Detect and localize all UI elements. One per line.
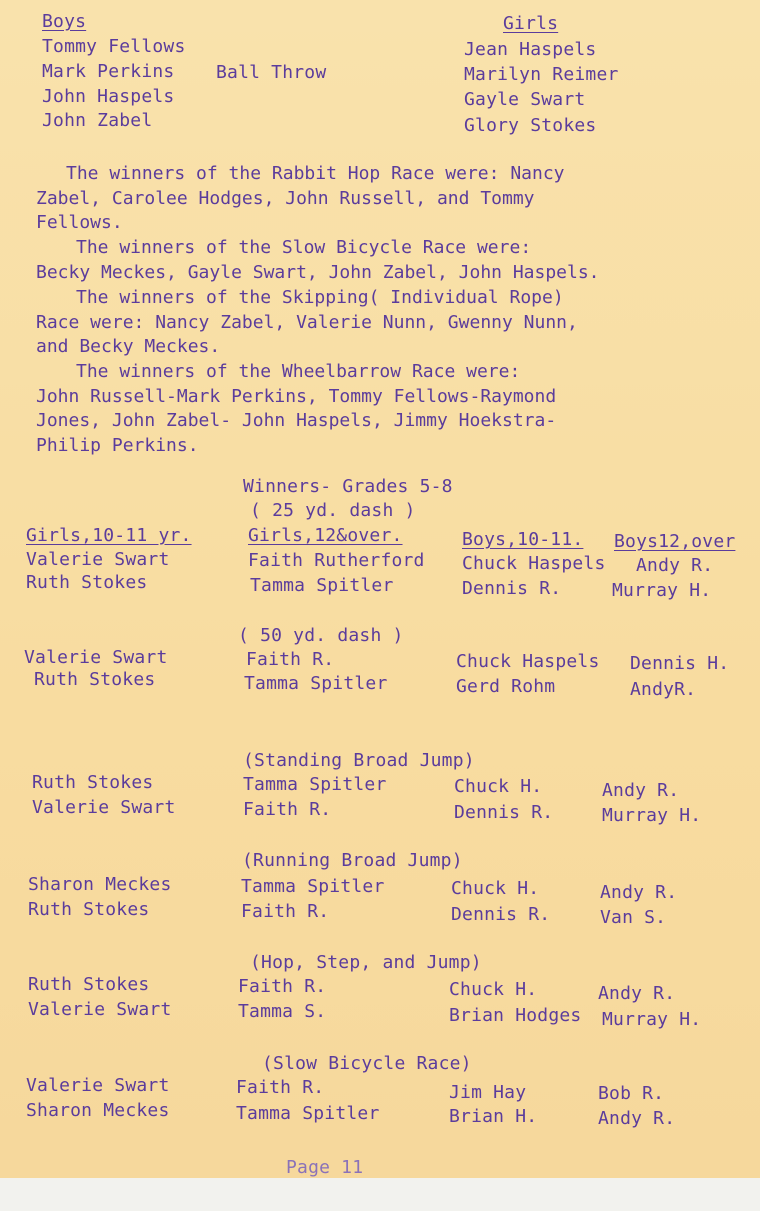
result-cell: Ruth Stokes bbox=[34, 669, 156, 690]
result-cell: Ruth Stokes bbox=[28, 899, 150, 920]
event-note: Ball Throw bbox=[216, 62, 327, 83]
scan-margin bbox=[0, 1178, 760, 1211]
result-cell: Valerie Swart bbox=[32, 797, 176, 818]
result-cell: Chuck H. bbox=[451, 878, 540, 899]
result-cell: Valerie Swart bbox=[28, 999, 172, 1020]
paragraph-line: The winners of the Rabbit Hop Race were: Nancy bbox=[66, 163, 565, 184]
result-cell: AndyR. bbox=[630, 679, 697, 700]
paragraph-line: Race were: Nancy Zabel, Valerie Nunn, Gwenny Nunn, bbox=[36, 311, 578, 333]
result-cell: Dennis R. bbox=[451, 904, 551, 925]
result-cell: Valerie Swart bbox=[26, 549, 170, 570]
result-cell: Valerie Swart bbox=[24, 647, 168, 668]
girls-list-item: Jean Haspels bbox=[464, 39, 597, 60]
result-cell: Faith R. bbox=[236, 1077, 325, 1098]
result-cell: Ruth Stokes bbox=[32, 772, 154, 793]
result-cell: Sharon Meckes bbox=[28, 874, 172, 895]
column-header-girls-10-11: Girls,10-11 yr. bbox=[26, 525, 192, 546]
paragraph-line: John Russell-Mark Perkins, Tommy Fellows-Raymond bbox=[36, 385, 557, 407]
paragraph-wheelbarrow bbox=[36, 360, 556, 458]
result-cell: Andy R. bbox=[598, 1108, 676, 1129]
result-cell: Dennis R. bbox=[462, 578, 562, 599]
girls-list-item: Marilyn Reimer bbox=[464, 64, 619, 85]
result-cell: Faith R. bbox=[243, 799, 332, 820]
result-cell: Van S. bbox=[600, 907, 667, 928]
boys-list-item: Mark Perkins bbox=[42, 61, 175, 82]
result-cell: Ruth Stokes bbox=[26, 572, 148, 593]
result-cell: Tamma Spitler bbox=[241, 876, 385, 897]
event-title: (Running Broad Jump) bbox=[242, 850, 463, 871]
result-cell: Tamma Spitler bbox=[244, 673, 388, 694]
column-header-boys-12-over: Boys12,over bbox=[614, 531, 736, 552]
result-cell: Tamma Spitler bbox=[250, 575, 394, 596]
result-cell: Murray H. bbox=[602, 805, 702, 826]
event-title: (Hop, Step, and Jump) bbox=[250, 952, 482, 973]
result-cell: Faith Rutherford bbox=[248, 550, 425, 571]
result-cell: Andy R. bbox=[598, 983, 676, 1004]
result-cell: Faith R. bbox=[246, 649, 335, 670]
winners-title: Winners- Grades 5-8 bbox=[243, 476, 453, 497]
result-cell: Valerie Swart bbox=[26, 1075, 170, 1096]
result-cell: Andy R. bbox=[636, 555, 714, 576]
result-cell: Tamma Spitler bbox=[236, 1103, 380, 1124]
result-cell: Chuck H. bbox=[449, 979, 538, 1000]
paragraph-line: Zabel, Carolee Hodges, John Russell, and Tommy bbox=[36, 187, 535, 209]
event-title: ( 25 yd. dash ) bbox=[250, 500, 416, 521]
event-title: ( 50 yd. dash ) bbox=[238, 625, 404, 646]
boys-list-item: John Zabel bbox=[42, 110, 153, 131]
boys-header: Boys bbox=[42, 11, 87, 32]
paragraph-line: Jones, John Zabel- John Haspels, Jimmy Hoekstra- bbox=[36, 410, 557, 431]
paragraph-line: Fellows. bbox=[36, 212, 123, 233]
paragraph-line: The winners of the Slow Bicycle Race were: bbox=[76, 237, 532, 258]
result-cell: Andy R. bbox=[602, 780, 680, 801]
paragraph-line: Philip Perkins. bbox=[36, 434, 199, 456]
result-cell: Gerd Rohm bbox=[456, 676, 556, 697]
column-header-boys-10-11: Boys,10-11. bbox=[462, 529, 584, 550]
event-title: (Standing Broad Jump) bbox=[243, 750, 475, 771]
result-cell: Tamma S. bbox=[238, 1001, 327, 1022]
result-cell: Chuck Haspels bbox=[462, 553, 606, 574]
paragraph-rabbit-hop bbox=[36, 162, 565, 236]
event-title: (Slow Bicycle Race) bbox=[262, 1053, 472, 1074]
result-cell: Chuck H. bbox=[454, 776, 543, 797]
paragraph-line: The winners of the Wheelbarrow Race were: bbox=[76, 361, 521, 382]
paragraph-skipping bbox=[36, 286, 578, 360]
result-cell: Dennis R. bbox=[454, 802, 554, 823]
result-cell: Brian Hodges bbox=[449, 1005, 582, 1026]
boys-list-item: Tommy Fellows bbox=[42, 36, 186, 57]
girls-header: Girls bbox=[503, 13, 559, 34]
result-cell: Sharon Meckes bbox=[26, 1100, 170, 1121]
girls-list-item: Gayle Swart bbox=[464, 89, 586, 110]
result-cell: Dennis H. bbox=[630, 653, 730, 674]
result-cell: Faith R. bbox=[238, 976, 327, 997]
page-number: Page 11 bbox=[286, 1157, 364, 1178]
result-cell: Bob R. bbox=[598, 1083, 665, 1104]
paragraph-slow-bicycle bbox=[36, 236, 600, 285]
result-cell: Jim Hay bbox=[449, 1082, 527, 1103]
result-cell: Tamma Spitler bbox=[243, 774, 387, 795]
paragraph-line: The winners of the Skipping( Individual Rope) bbox=[76, 287, 564, 308]
result-cell: Murray H. bbox=[602, 1009, 702, 1030]
paragraph-line: and Becky Meckes. bbox=[36, 336, 221, 357]
result-cell: Chuck Haspels bbox=[456, 651, 600, 672]
boys-list-item: John Haspels bbox=[42, 86, 175, 107]
result-cell: Brian H. bbox=[449, 1106, 538, 1127]
column-header-girls-12-over: Girls,12&over. bbox=[248, 525, 403, 546]
result-cell: Murray H. bbox=[612, 580, 712, 601]
girls-list-item: Glory Stokes bbox=[464, 115, 597, 136]
result-cell: Ruth Stokes bbox=[28, 974, 150, 995]
result-cell: Andy R. bbox=[600, 882, 678, 903]
paragraph-line: Becky Meckes, Gayle Swart, John Zabel, John Haspels. bbox=[36, 261, 600, 283]
result-cell: Faith R. bbox=[241, 901, 330, 922]
